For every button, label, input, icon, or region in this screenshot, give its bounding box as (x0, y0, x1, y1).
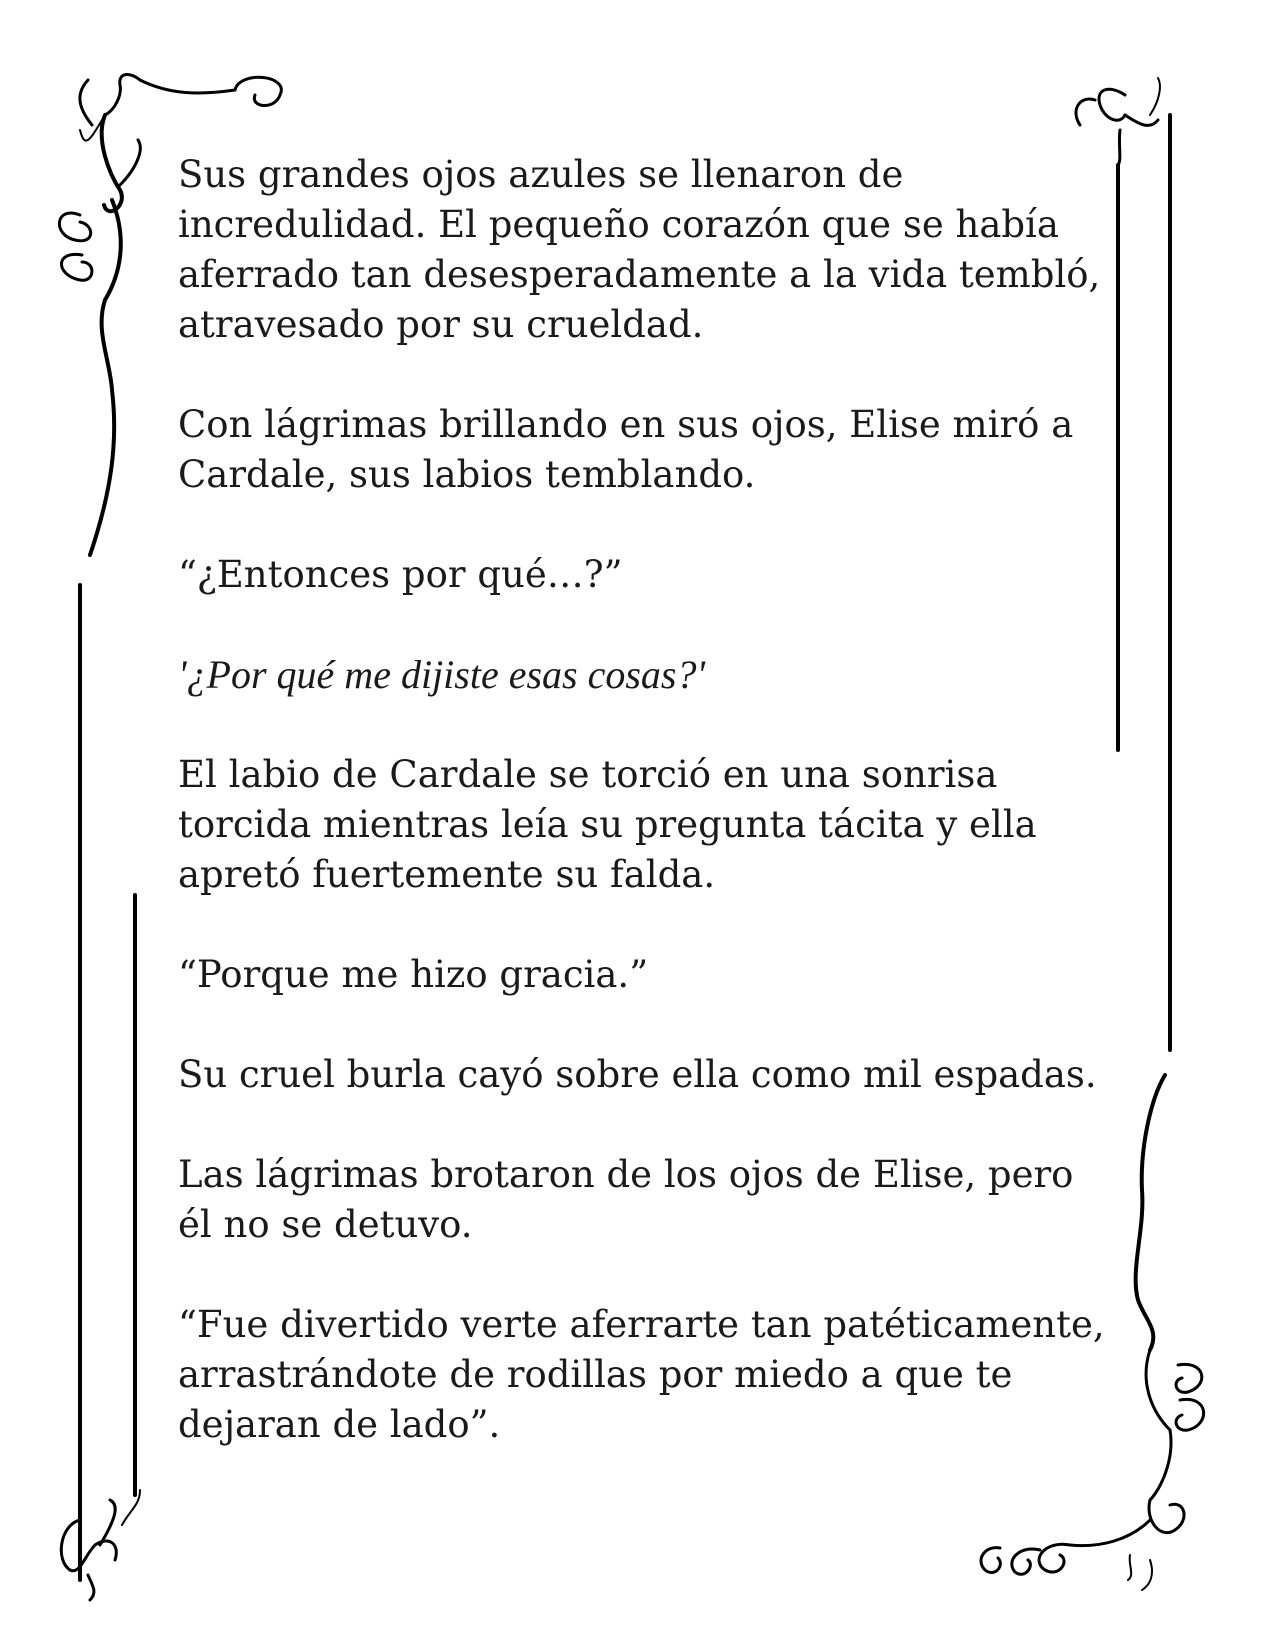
paragraph-2: Con lágrimas brillando en sus ojos, Elise miró a Cardale, sus labios temblando. (178, 403, 1074, 496)
page-text (178, 150, 1108, 1500)
paragraph-5: Las lágrimas brotaron de los ojos de Elise, pero él no se detuvo. (178, 1153, 1074, 1246)
paragraph-3: El labio de Cardale se torció en una sonrisa torcida mientras leía su pregunta tácita y ella apretó fuertemente su falda. (178, 753, 1037, 896)
paragraph-1: Sus grandes ojos azules se llenaron de incredulidad. El pequeño corazón que se había aferrado tan desesperadamente a la vida tembló, atravesado por su crueldad. (178, 153, 1101, 346)
paragraph-4: Su cruel burla cayó sobre ella como mil espadas. (178, 1053, 1097, 1096)
bottom-left-flourish-ornament (61, 1490, 140, 1600)
dialogue-line-2: “Porque me hizo gracia.” (178, 953, 649, 996)
thought-line: '¿Por qué me dijiste esas cosas?' (178, 652, 706, 697)
dialogue-line-1: “¿Entonces por qué…?” (178, 553, 623, 596)
dialogue-line-3: “Fue divertido verte aferrarte tan patéticamente, arrastrándote de rodillas por miedo a que te dejaran de lado”. (178, 1303, 1105, 1446)
